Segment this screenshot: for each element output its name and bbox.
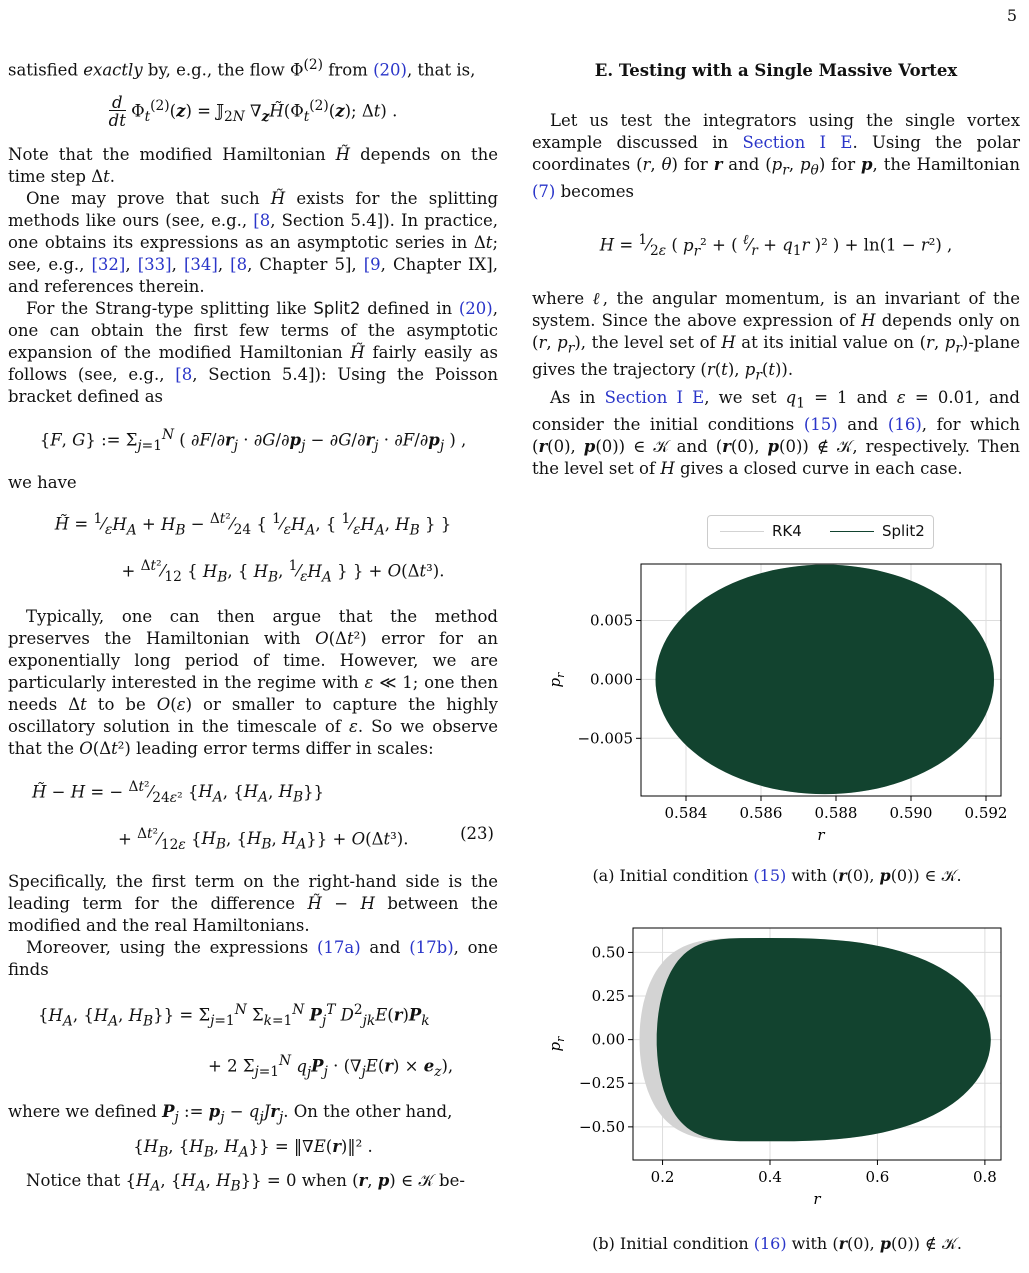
x-tick-label: 0.590 xyxy=(889,804,933,822)
x-axis-label: r xyxy=(813,1190,821,1208)
y-tick-label: 0.005 xyxy=(590,611,633,630)
equation-poisson-bracket: {F, G} := $\Sigma_{j=1}^N$ ( $\partial F/\partial r_j \cdot \partial G/\partial p_j - \partial G/\partial r_j \cdot \partial F/\partial p_j$ ) , xyxy=(39,426,467,454)
x-tick-label: 0.592 xyxy=(964,804,1008,822)
equation-modified-hamiltonian-2: + $^{\Delta t^2}⁄_{12}$ { $H_B$, { $H_B$, $^1⁄_\varepsilon H_A$ } } + O(Δt³). xyxy=(121,558,445,585)
series-split2 xyxy=(656,565,994,793)
y-tick-label: −0.005 xyxy=(577,729,633,748)
left-paragraph-3: One may prove that such H̃ exists for the splitting methods like ours (see, e.g., [8, Section 5.4]). In practice, one obtains its expressions as an asymptotic series in Δt; see, e.g., [32], [33], [34], [8, Chapter 5], [9, Chapter IX], and references therein. xyxy=(8,188,499,296)
figure-legend xyxy=(532,515,1022,549)
x-tick-label: 0.6 xyxy=(865,1168,890,1186)
y-axis-label: $p_r$ xyxy=(546,1036,567,1052)
right-paragraph-1: Let us test the integrators using the single vortex example discussed in Section I E. Using the polar coordinates (r, θ) for r and ($p_r$, $p_\theta$) for p, the Hamiltonian (7) becomes xyxy=(532,111,1020,202)
legend-rk4-swatch xyxy=(720,531,764,532)
section-title: E. Testing with a Single Massive Vortex xyxy=(594,61,958,80)
x-tick-label: 0.588 xyxy=(814,804,858,822)
y-axis-label: $p_r$ xyxy=(546,672,567,688)
chart-b xyxy=(532,924,1022,1214)
equation-bracket-a: {$H_A$, {$H_A$, $H_B\}\} = \Sigma_{j=1}^N$ $\Sigma_{k=1}^N$ $P_j^T$ $D^2_{jk}E(r)P_k$ xyxy=(38,1002,430,1030)
equation-number-23: (23) xyxy=(460,823,494,843)
right-column xyxy=(532,54,1020,480)
y-tick-label: 0.25 xyxy=(591,987,625,1006)
equation-error-terms-2: + $^{\Delta t^2}⁄_{12\varepsilon}$ {$H_B$, {$H_B$, $H_A\}\} + O(\Delta t^3)$. (23) xyxy=(118,823,494,853)
left-paragraph-2: Note that the modified Hamiltonian H̃ depends on the time step Δt. xyxy=(8,144,498,186)
y-tick-label: −0.25 xyxy=(579,1074,625,1093)
equation-error-terms-1: H̃ − H = − $^{\Delta t^2}⁄_{24\varepsilon^2}$ {$H_A$, {$H_A$, $H_B$}} xyxy=(32,778,325,806)
x-tick-label: 0.2 xyxy=(650,1168,675,1186)
page-number: 5 xyxy=(1006,6,1017,25)
right-paragraph-2: where ℓ, the angular momentum, is an invariant of the system. Since the above expression of H depends only on (r, $p_r$), the level set of H at its initial value on (r, $p_r$)-plane gives the trajectory (r(t), $p_r(t)$). xyxy=(532,289,1021,384)
left-paragraph-10: Notice that {$H_A$, {$H_A$, $H_B\}\} = 0$ when (r, p) ∈ 𝒦 be- xyxy=(26,1170,465,1194)
figure-a xyxy=(532,560,1022,886)
equation-polar-hamiltonian: $H = ^1⁄_{2\varepsilon}$ ( $p_r^2$ + ( $^\ell⁄_r + q_1r$ )² ) + ln(1 − r²) , xyxy=(599,232,953,260)
y-tick-label: 0.000 xyxy=(590,670,633,689)
legend-split2-label: Split2 xyxy=(882,522,925,540)
y-tick-label: 0.50 xyxy=(591,943,625,962)
y-tick-label: 0.00 xyxy=(591,1030,625,1049)
x-tick-label: 0.584 xyxy=(664,804,708,822)
left-column xyxy=(8,54,498,1197)
legend-rk4-label: RK4 xyxy=(772,522,802,540)
left-paragraph-6: Typically, one can then argue that the method preserves the Hamiltonian with O(Δt²) error for an exponentially long period of time. However, we are particularly interested in the regime with ε ≪ 1; one then needs Δt to be O(ε) or smaller to capture the highly oscillatory solution in the timescale of ε. So we observe that the O(Δt²) leading error terms differ in scales: xyxy=(8,606,498,758)
y-tick-label: −0.50 xyxy=(579,1117,625,1136)
figure-b xyxy=(532,924,1022,1254)
x-tick-label: 0.8 xyxy=(972,1168,997,1186)
x-tick-label: 0.586 xyxy=(739,804,783,822)
figure-a-caption: (a) Initial condition (15) with (r(0), p(0)) ∈ 𝒦. xyxy=(592,866,962,885)
equation-bracket-b: {$H_B$, {$H_B$, $H_A$}} = ‖∇E(r)‖² . xyxy=(133,1137,373,1161)
left-paragraph-9: where we defined $P_j$ := $p_j - q_jJr_j$. On the other hand, xyxy=(8,1102,453,1126)
right-paragraph-3: As in Section I E, we set $q_1 = 1$ and ε = 0.01, and consider the initial conditions (15) and (16), for which (r(0), p(0)) ∈ 𝒦 and (r(0), p(0)) ∉ 𝒦, respectively. Then the level set of H gives a closed curve in each case. xyxy=(532,387,1020,478)
figure-b-caption: (b) Initial condition (16) with (r(0), p(0)) ∉ 𝒦. xyxy=(592,1234,962,1253)
left-paragraph-4: For the Strang-type splitting like Split2 defined in (20), one can obtain the first few terms of the asymptotic expansion of the modified Hamiltonian H̃ fairly easily as follows (see, e.g., [8, Section 5.4]): Using the Poisson bracket defined as xyxy=(8,298,498,406)
legend-split2-swatch xyxy=(830,531,874,532)
series-split2 xyxy=(657,939,990,1141)
x-axis-label: r xyxy=(817,826,825,844)
equation-modified-hamiltonian-1: H̃ = $^1⁄_\varepsilon H_A + H_B$ − $^{\Delta t^2}⁄_{24}$ { $^1⁄_\varepsilon H_A$, { $^1⁄_\varepsilon H_A$, $H_B$ } } xyxy=(54,511,452,539)
left-paragraph-1: satisfied exactly by, e.g., the flow $\Phi^{(2)}$ from (20), that is, xyxy=(8,57,476,80)
equation-flow: $\frac{d}{dt} \Phi_t^{(2)}(z)$ = 𝕁$_{2N}$ $\nabla_zH̃(\Phi_t^{(2)}(z)$; Δt) . xyxy=(108,92,398,130)
left-paragraph-5: we have xyxy=(8,473,77,493)
chart-a xyxy=(532,560,1022,850)
left-paragraph-8: Moreover, using the expressions (17a) and (17b), one finds xyxy=(8,938,498,980)
equation-bracket-a-2: + 2 $\Sigma_{j=1}^N$ $q_jP_j \cdot (\nabla_jE(r) \times e_z)$, xyxy=(208,1053,454,1081)
x-tick-label: 0.4 xyxy=(758,1168,782,1186)
left-paragraph-7: Specifically, the first term on the right-hand side is the leading term for the difference H̃ − H between the modified and the real Hamiltonians. xyxy=(8,872,498,936)
